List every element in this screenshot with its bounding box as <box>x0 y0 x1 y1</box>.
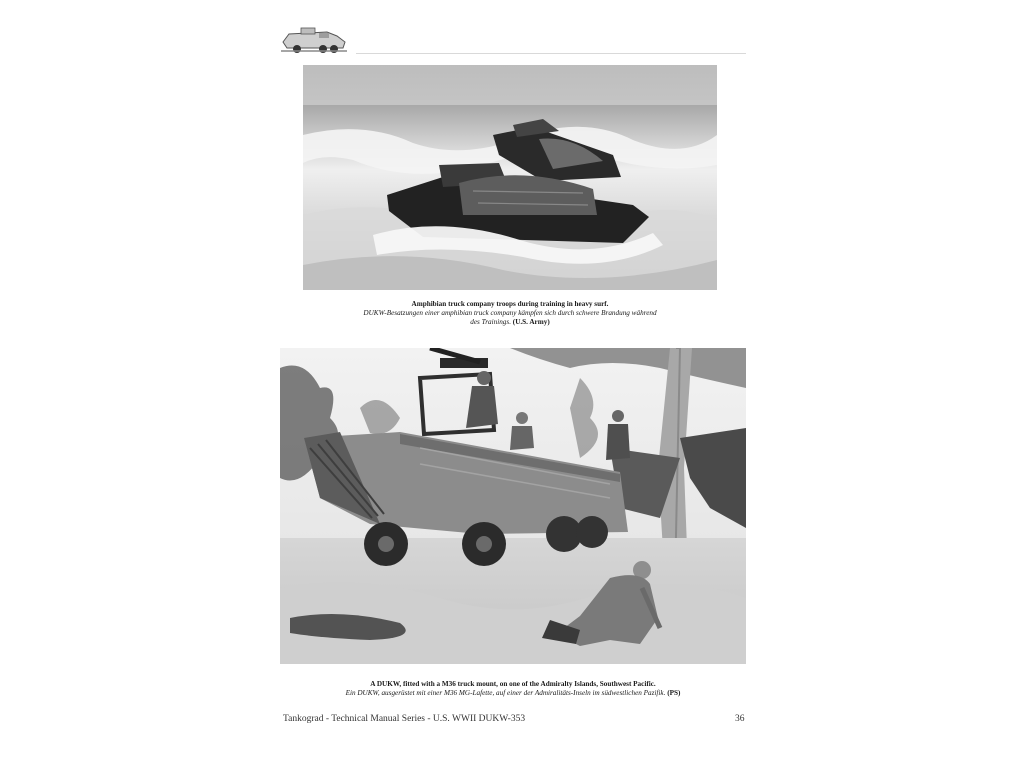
photo-dukw-admiralty-islands <box>280 348 746 664</box>
caption-english: A DUKW, fitted with a M36 truck mount, on one of the Admiralty Islands, Southwest Pacific. <box>370 680 656 688</box>
caption-english: Amphibian truck company troops during training in heavy surf. <box>411 300 609 308</box>
photo-credit: (PS) <box>667 689 681 698</box>
caption-german: DUKW-Besatzungen einer amphibian truck company kämpfen sich durch schwere Brandung während des Trainings. <box>363 309 657 327</box>
page-number: 36 <box>735 714 745 724</box>
header-rule <box>356 53 746 54</box>
dukw-logo-icon <box>279 24 349 56</box>
caption-german: Ein DUKW, ausgerüstet mit einer M36 MG-Lafette, auf einer der Admiralitäts-Inseln im südwestlichen Pazifik. <box>345 689 666 698</box>
photo-credit: (U.S. Army) <box>512 318 550 327</box>
caption-surf-photo <box>360 300 660 328</box>
photo-dukws-in-surf <box>303 65 717 290</box>
caption-dukw-photo <box>280 680 746 698</box>
footer-series-title: Tankograd - Technical Manual Series - U.S. WWII DUKW-353 <box>283 714 526 724</box>
